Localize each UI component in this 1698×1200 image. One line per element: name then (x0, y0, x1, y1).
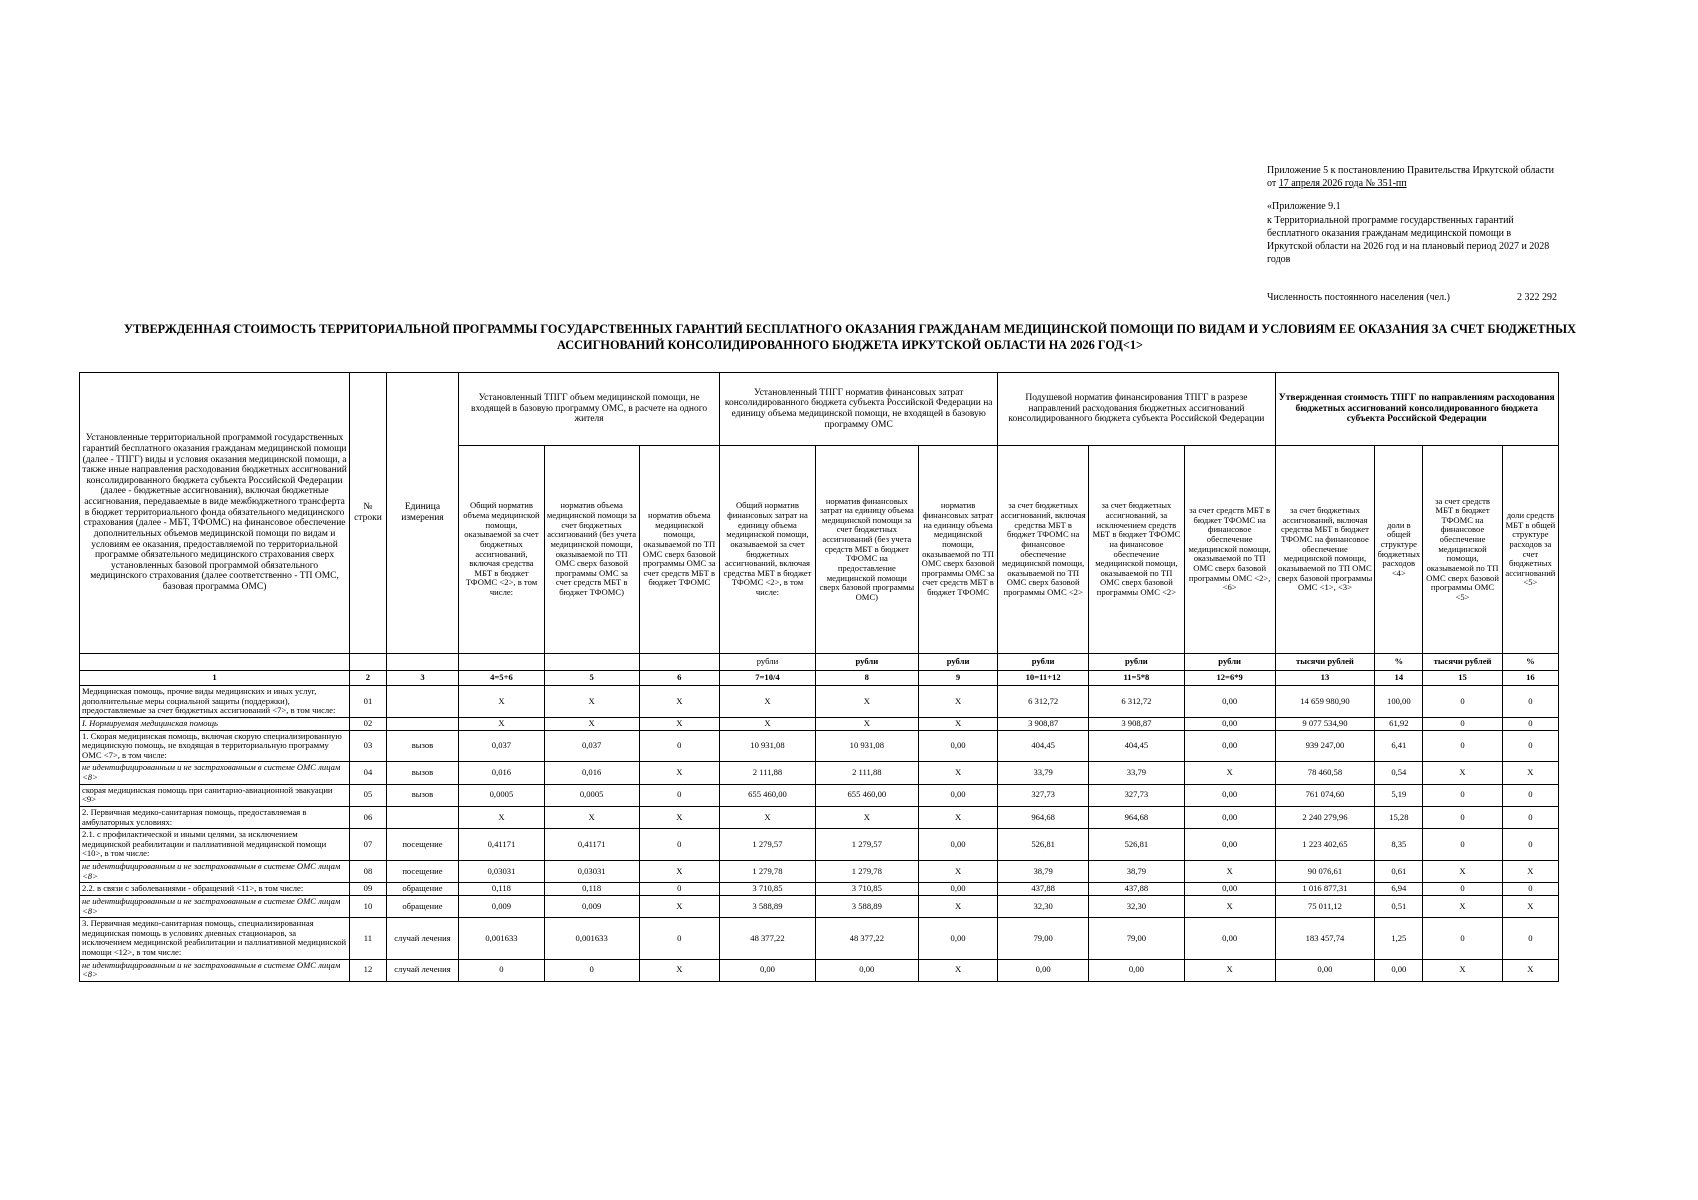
row-unit: обращение (386, 883, 458, 896)
header-col-3: Единица измерения (386, 373, 458, 654)
value-cell: 78 460,58 (1275, 762, 1375, 784)
value-cell: 0,00 (1275, 959, 1375, 981)
column-number-cell: 12=6*9 (1184, 671, 1275, 686)
value-cell: X (720, 686, 816, 718)
row-unit: вызов (386, 730, 458, 762)
value-cell: 0,037 (544, 730, 639, 762)
row-unit: случай лечения (386, 918, 458, 960)
value-cell: X (639, 806, 720, 828)
value-cell: 3 908,87 (1089, 717, 1185, 730)
column-number-cell: 1 (80, 671, 350, 686)
value-cell: X (918, 806, 998, 828)
value-cell: X (1502, 895, 1558, 917)
value-cell: 0 (1502, 730, 1558, 762)
row-label: 1. Скорая медицинская помощь, включая скорую специализированную медицинскую помощь, не входящая в территориальную программу ОМС <7>, в том числе: (80, 730, 350, 762)
population-line (1267, 292, 1557, 303)
row-label: не идентифицированным и не застрахованным в системе ОМС лицам <8> (80, 762, 350, 784)
row-label: не идентифицированным и не застрахованным в системе ОМС лицам <8> (80, 959, 350, 981)
table-row (80, 784, 1559, 806)
header-col-2: № строки (350, 373, 387, 654)
column-number-cell: 13 (1275, 671, 1375, 686)
value-cell: 0 (1423, 686, 1503, 718)
cost-table (79, 372, 1559, 982)
row-number: 07 (350, 829, 387, 861)
header-row-groups (80, 373, 1559, 446)
row-number: 04 (350, 762, 387, 784)
column-number-cell: 11=5*8 (1089, 671, 1185, 686)
value-cell: 0 (1423, 883, 1503, 896)
value-cell: X (918, 762, 998, 784)
value-cell: 0,118 (544, 883, 639, 896)
subheader-col-14: доли в общей структуре бюджетных расходов <4> (1375, 446, 1423, 654)
value-cell: 61,92 (1375, 717, 1423, 730)
value-cell: 0,0005 (459, 784, 545, 806)
value-cell: X (815, 717, 918, 730)
subheader-col-16: доли средств МБТ в общей структуре расходов за счет бюджетных ассигнований <5> (1502, 446, 1558, 654)
value-cell: 0,00 (918, 730, 998, 762)
value-cell: 0,00 (1184, 717, 1275, 730)
value-cell: 655 460,00 (720, 784, 816, 806)
value-cell: 90 076,61 (1275, 861, 1375, 883)
value-cell: X (1423, 895, 1503, 917)
unit-cell: тысячи рублей (1423, 654, 1503, 671)
column-number-cell: 8 (815, 671, 918, 686)
value-cell: 964,68 (998, 806, 1089, 828)
row-label: не идентифицированным и не застрахованным в системе ОМС лицам <8> (80, 861, 350, 883)
header-col-1: Установленные территориальной программой государственных гарантий бесплатного оказания гражданам медицинской помощи (далее - ТПГГ) виды и условия оказания медицинской помощи, а также иные направления расходования бюджетных ассигнований консолидированного бюджета субъекта Российской Федерации (далее - бюджетные ассигнования), включая бюджетные ассигнования, передаваемые в виде межбюджетного трансферта в бюджет территориального фонда обязательного медицинского страхования (далее - МБТ, ТФОМС) на финансовое обеспечение дополнительных объемов медицинской помощи по видам и условиям ее оказания, предоставляемой по территориальной программе обязательного медицинского страхования сверх установленных базовой программой обязательного медицинского страхования (далее соответственно - ТП ОМС, базовая программа ОМС) (80, 373, 350, 654)
value-cell: 0 (1502, 918, 1558, 960)
column-number-cell: 4=5+6 (459, 671, 545, 686)
value-cell: X (639, 762, 720, 784)
value-cell: 0 (639, 918, 720, 960)
value-cell: 0,016 (544, 762, 639, 784)
value-cell: X (639, 861, 720, 883)
value-cell: 0,001633 (459, 918, 545, 960)
value-cell: 33,79 (998, 762, 1089, 784)
value-cell: X (1423, 959, 1503, 981)
unit-cell: % (1375, 654, 1423, 671)
row-unit: посещение (386, 861, 458, 883)
value-cell: 0,00 (1089, 959, 1185, 981)
value-cell: 404,45 (1089, 730, 1185, 762)
value-cell: 48 377,22 (815, 918, 918, 960)
value-cell: 10 931,08 (815, 730, 918, 762)
value-cell: X (720, 717, 816, 730)
value-cell: 0,00 (1184, 829, 1275, 861)
table-row (80, 883, 1559, 896)
table-row (80, 918, 1559, 960)
value-cell: 0,00 (918, 918, 998, 960)
value-cell: 0 (1502, 883, 1558, 896)
value-cell: 0,00 (1184, 784, 1275, 806)
value-cell: 0 (1502, 784, 1558, 806)
value-cell: X (459, 806, 545, 828)
value-cell: 2 111,88 (720, 762, 816, 784)
value-cell: 1 016 877,31 (1275, 883, 1375, 896)
value-cell: X (1184, 895, 1275, 917)
unit-cell: рубли (1184, 654, 1275, 671)
value-cell: 1 279,78 (815, 861, 918, 883)
value-cell: 761 074,60 (1275, 784, 1375, 806)
value-cell: X (815, 806, 918, 828)
subheader-col-4: Общий норматив объема медицинской помощи, оказываемой за счет бюджетных ассигнований, включая средства МБТ в бюджет ТФОМС <2>, в том числе: (459, 446, 545, 654)
value-cell: 38,79 (998, 861, 1089, 883)
value-cell: X (639, 895, 720, 917)
value-cell: 33,79 (1089, 762, 1185, 784)
value-cell: 6,41 (1375, 730, 1423, 762)
value-cell: 1 279,78 (720, 861, 816, 883)
value-cell: 0 (459, 959, 545, 981)
column-number-cell: 10=11+12 (998, 671, 1089, 686)
value-cell: 0,41171 (459, 829, 545, 861)
value-cell: 1 223 402,65 (1275, 829, 1375, 861)
value-cell: X (1502, 861, 1558, 883)
value-cell: 6 312,72 (1089, 686, 1185, 718)
note-date: 17 апреля 2026 года № 351-пп (1278, 178, 1407, 190)
value-cell: 3 588,89 (720, 895, 816, 917)
table-row (80, 806, 1559, 828)
row-unit: вызов (386, 784, 458, 806)
row-unit (386, 806, 458, 828)
unit-cell (544, 654, 639, 671)
value-cell: 0,001633 (544, 918, 639, 960)
value-cell: 327,73 (998, 784, 1089, 806)
value-cell: 183 457,74 (1275, 918, 1375, 960)
unit-cell (80, 654, 350, 671)
table-row (80, 686, 1559, 718)
value-cell: X (1184, 959, 1275, 981)
table-row (80, 861, 1559, 883)
value-cell: 8,35 (1375, 829, 1423, 861)
value-cell: X (1423, 762, 1503, 784)
column-number-cell: 3 (386, 671, 458, 686)
value-cell: 48 377,22 (720, 918, 816, 960)
row-label: Медицинская помощь, прочие виды медицинских и иных услуг, дополнительные меры социальной защиты (поддержки), предоставляемые за счет бюджетных ассигнований <7>, в том числе: (80, 686, 350, 718)
value-cell: 0,00 (918, 829, 998, 861)
value-cell: 79,00 (1089, 918, 1185, 960)
value-cell: 0 (1502, 829, 1558, 861)
row-unit: случай лечения (386, 959, 458, 981)
value-cell: 0,00 (815, 959, 918, 981)
value-cell: 0,00 (1184, 883, 1275, 896)
value-cell: X (815, 686, 918, 718)
subheader-col-9: норматив финансовых затрат на единицу объема медицинской помощи, оказываемой по ТП ОМС сверх базовой программы ОМС за счет средств МБТ в бюджет ТФОМС (918, 446, 998, 654)
value-cell: X (544, 717, 639, 730)
value-cell: 0 (1502, 806, 1558, 828)
numbering-row (80, 671, 1559, 686)
column-number-cell: 14 (1375, 671, 1423, 686)
value-cell: 526,81 (998, 829, 1089, 861)
unit-cell: рубли (998, 654, 1089, 671)
value-cell: 437,88 (998, 883, 1089, 896)
unit-cell: рубли (815, 654, 918, 671)
value-cell: 9 077 534,90 (1275, 717, 1375, 730)
value-cell: 964,68 (1089, 806, 1185, 828)
note-date-prefix: от (1267, 178, 1279, 190)
unit-cell: тысячи рублей (1275, 654, 1375, 671)
value-cell: 1 279,57 (720, 829, 816, 861)
header-group-percapita: Подушевой норматив финансирования ТПГГ в разрезе направлений расходования бюджетных ассигнований консолидированного бюджета субъекта Российской Федерации (998, 373, 1275, 446)
value-cell: 0,037 (459, 730, 545, 762)
column-number-cell: 9 (918, 671, 998, 686)
value-cell: 0,00 (1375, 959, 1423, 981)
note-line-1: Приложение 5 к постановлению Правительства Иркутской области (1267, 165, 1554, 176)
value-cell: 2 240 279,96 (1275, 806, 1375, 828)
row-unit: посещение (386, 829, 458, 861)
subheader-col-10: за счет бюджетных ассигнований, включая средства МБТ в бюджет ТФОМС на финансовое обеспечение медицинской помощи, оказываемой по ТП ОМС сверх базовой программы ОМС <2> (998, 446, 1089, 654)
header-group-cost: Утвержденная стоимость ТПГГ по направлениям расходования бюджетных ассигнований консолидированного бюджета субъекта Российской Федерации (1275, 373, 1558, 446)
value-cell: X (459, 717, 545, 730)
table-row (80, 959, 1559, 981)
row-label: 3. Первичная медико-санитарная помощь, специализированная медицинская помощь в условиях дневных стационаров, за исключением медицинской реабилитации и паллиативной медицинской помощи <12>, в том числе: (80, 918, 350, 960)
table-row (80, 730, 1559, 762)
note-line-2 (1267, 177, 1557, 190)
value-cell: 32,30 (1089, 895, 1185, 917)
value-cell: 0,61 (1375, 861, 1423, 883)
row-label: 2.1. с профилактической и иными целями, за исключением медицинской реабилитации и паллиативной медицинской помощи <10>, в том числе: (80, 829, 350, 861)
row-label: 2. Первичная медико-санитарная помощь, предоставляемая в амбулаторных условиях: (80, 806, 350, 828)
unit-cell: рубли (918, 654, 998, 671)
value-cell: 404,45 (998, 730, 1089, 762)
value-cell: 0,03031 (459, 861, 545, 883)
table-row (80, 717, 1559, 730)
value-cell: 0,51 (1375, 895, 1423, 917)
column-number-cell: 2 (350, 671, 387, 686)
value-cell: 655 460,00 (815, 784, 918, 806)
appendix-note (1267, 164, 1557, 266)
value-cell: 0,00 (720, 959, 816, 981)
row-unit (386, 686, 458, 718)
column-number-cell: 16 (1502, 671, 1558, 686)
value-cell: 1,25 (1375, 918, 1423, 960)
value-cell: 6,94 (1375, 883, 1423, 896)
row-number: 09 (350, 883, 387, 896)
row-unit: обращение (386, 895, 458, 917)
column-number-cell: 7=10/4 (720, 671, 816, 686)
value-cell: 0,41171 (544, 829, 639, 861)
value-cell: 0,016 (459, 762, 545, 784)
column-number-cell: 6 (639, 671, 720, 686)
value-cell: 0 (1423, 806, 1503, 828)
value-cell: X (918, 895, 998, 917)
units-row (80, 654, 1559, 671)
value-cell: 0 (639, 883, 720, 896)
value-cell: X (544, 686, 639, 718)
value-cell: 0,118 (459, 883, 545, 896)
value-cell: 0,03031 (544, 861, 639, 883)
row-label: скорая медицинская помощь при санитарно-авиационной эвакуации <9> (80, 784, 350, 806)
document-title: УТВЕРЖДЕННАЯ СТОИМОСТЬ ТЕРРИТОРИАЛЬНОЙ ПРОГРАММЫ ГОСУДАРСТВЕННЫХ ГАРАНТИЙ БЕСПЛАТНОГО ОКАЗАНИЯ ГРАЖДАНАМ МЕДИЦИНСКОЙ ПОМОЩИ ПО ВИДАМ И УСЛОВИЯМ ЕЕ ОКАЗАНИЯ ЗА СЧЕТ БЮДЖЕТНЫХ АССИГНОВАНИЙ КОНСОЛИДИРОВАННОГО БЮДЖЕТА ИРКУТСКОЙ ОБЛАСТИ НА 2026 ГОД<1> (124, 322, 1576, 352)
value-cell: 0 (1423, 717, 1503, 730)
subheader-col-11: за счет бюджетных ассигнований, за исключением средств МБТ в бюджет ТФОМС на финансовое обеспечение медицинской помощи, оказываемой по ТП ОМС сверх базовой программы ОМС <2> (1089, 446, 1185, 654)
row-number: 02 (350, 717, 387, 730)
value-cell: 0,00 (918, 784, 998, 806)
value-cell: 3 710,85 (720, 883, 816, 896)
value-cell: 75 011,12 (1275, 895, 1375, 917)
value-cell: X (918, 717, 998, 730)
unit-cell: рубли (720, 654, 816, 671)
value-cell: 79,00 (998, 918, 1089, 960)
value-cell: 0,00 (1184, 730, 1275, 762)
row-number: 08 (350, 861, 387, 883)
header-group-volume: Установленный ТПГГ объем медицинской помощи, не входящей в базовую программу ОМС, в расчете на одного жителя (459, 373, 720, 446)
value-cell: X (1502, 762, 1558, 784)
row-unit (386, 717, 458, 730)
value-cell: X (1423, 861, 1503, 883)
value-cell: X (1502, 959, 1558, 981)
value-cell: 2 111,88 (815, 762, 918, 784)
value-cell: 6 312,72 (998, 686, 1089, 718)
value-cell: 5,19 (1375, 784, 1423, 806)
value-cell: 0 (639, 784, 720, 806)
value-cell: 0 (544, 959, 639, 981)
value-cell: 100,00 (1375, 686, 1423, 718)
value-cell: 939 247,00 (1275, 730, 1375, 762)
row-number: 10 (350, 895, 387, 917)
value-cell: 0 (639, 829, 720, 861)
unit-cell (459, 654, 545, 671)
value-cell: 0,54 (1375, 762, 1423, 784)
value-cell: 0,00 (918, 883, 998, 896)
value-cell: 0,00 (1184, 806, 1275, 828)
value-cell: X (459, 686, 545, 718)
row-number: 03 (350, 730, 387, 762)
value-cell: 0 (639, 730, 720, 762)
value-cell: X (639, 686, 720, 718)
value-cell: X (639, 959, 720, 981)
value-cell: 0 (1423, 730, 1503, 762)
value-cell: 0 (1423, 784, 1503, 806)
unit-cell: % (1502, 654, 1558, 671)
unit-cell (386, 654, 458, 671)
row-number: 11 (350, 918, 387, 960)
population-label: Численность постоянного населения (чел.) (1267, 292, 1450, 303)
row-unit: вызов (386, 762, 458, 784)
value-cell: X (720, 806, 816, 828)
value-cell: 14 659 980,90 (1275, 686, 1375, 718)
header-group-norm: Установленный ТПГГ норматив финансовых затрат консолидированного бюджета субъекта Российской Федерации на единицу объема медицинской помощи, не входящей в базовую программу ОМС (720, 373, 998, 446)
row-number: 01 (350, 686, 387, 718)
value-cell: 3 588,89 (815, 895, 918, 917)
value-cell: 15,28 (1375, 806, 1423, 828)
value-cell: 0,00 (1184, 918, 1275, 960)
table-row (80, 762, 1559, 784)
value-cell: 38,79 (1089, 861, 1185, 883)
value-cell: X (918, 861, 998, 883)
value-cell: 0 (1502, 686, 1558, 718)
value-cell: 526,81 (1089, 829, 1185, 861)
unit-cell (350, 654, 387, 671)
column-number-cell: 5 (544, 671, 639, 686)
table-row (80, 895, 1559, 917)
value-cell: 32,30 (998, 895, 1089, 917)
value-cell: 3 710,85 (815, 883, 918, 896)
row-label: 2.2. в связи с заболеваниями - обращений <11>, в том числе: (80, 883, 350, 896)
subheader-col-12: за счет средств МБТ в бюджет ТФОМС на финансовое обеспечение медицинской помощи, оказываемой по ТП ОМС сверх базовой программы ОМС <2>, <6> (1184, 446, 1275, 654)
value-cell: X (1184, 861, 1275, 883)
value-cell: 0 (1423, 918, 1503, 960)
value-cell: X (544, 806, 639, 828)
subheader-col-6: норматив объема медицинской помощи, оказываемой по ТП ОМС сверх базовой программы ОМС за счет средств МБТ в бюджет ТФОМС (639, 446, 720, 654)
value-cell: 0,009 (459, 895, 545, 917)
subheader-col-8: норматив финансовых затрат на единицу объема медицинской помощи за счет бюджетных ассигнований (без учета средств МБТ в бюджет ТФОМС на предоставление медицинской помощи сверх базовой программы ОМС) (815, 446, 918, 654)
row-number: 06 (350, 806, 387, 828)
value-cell: 1 279,57 (815, 829, 918, 861)
appendix-text: к Территориальной программе государственных гарантий бесплатного оказания гражданам медицинской помощи в Иркутской области на 2026 год и на плановый период 2027 и 2028 годов (1267, 214, 1552, 266)
row-label: не идентифицированным и не застрахованным в системе ОМС лицам <8> (80, 895, 350, 917)
subheader-col-15: за счет средств МБТ в бюджет ТФОМС на финансовое обеспечение медицинской помощи, оказываемой по ТП ОМС сверх базовой программы ОМС <5> (1423, 446, 1503, 654)
value-cell: 0,0005 (544, 784, 639, 806)
value-cell: 0 (1423, 829, 1503, 861)
value-cell: 10 931,08 (720, 730, 816, 762)
value-cell: 437,88 (1089, 883, 1185, 896)
value-cell: 0 (1502, 717, 1558, 730)
value-cell: X (918, 959, 998, 981)
appendix-title: «Приложение 9.1 (1267, 201, 1341, 213)
value-cell: 3 908,87 (998, 717, 1089, 730)
value-cell: 0,009 (544, 895, 639, 917)
value-cell: X (918, 686, 998, 718)
population-value: 2 322 292 (1517, 292, 1557, 303)
table-row (80, 829, 1559, 861)
value-cell: X (1184, 762, 1275, 784)
unit-cell: рубли (1089, 654, 1185, 671)
value-cell: 0,00 (1184, 686, 1275, 718)
value-cell: X (639, 717, 720, 730)
value-cell: 0,00 (998, 959, 1089, 981)
row-label: I. Нормируемая медицинская помощь (80, 717, 350, 730)
column-number-cell: 15 (1423, 671, 1503, 686)
subheader-col-5: норматив объема медицинской помощи за счет бюджетных ассигнований (без учета медицинской помощи, оказываемой по ТП ОМС сверх базовой программы ОМС за счет средств МБТ в бюджет ТФОМС) (544, 446, 639, 654)
row-number: 05 (350, 784, 387, 806)
row-number: 12 (350, 959, 387, 981)
subheader-col-7: Общий норматив финансовых затрат на единицу объема медицинской помощи, оказываемой за счет бюджетных ассигнований, включая средства МБТ в бюджет ТФОМС <2>, в том числе: (720, 446, 816, 654)
subheader-col-13: за счет бюджетных ассигнований, включая средства МБТ в бюджет ТФОМС на финансовое обеспечение медицинской помощи, оказываемой по ТП ОМС сверх базовой программы ОМС <1>, <3> (1275, 446, 1375, 654)
value-cell: 327,73 (1089, 784, 1185, 806)
unit-cell (639, 654, 720, 671)
